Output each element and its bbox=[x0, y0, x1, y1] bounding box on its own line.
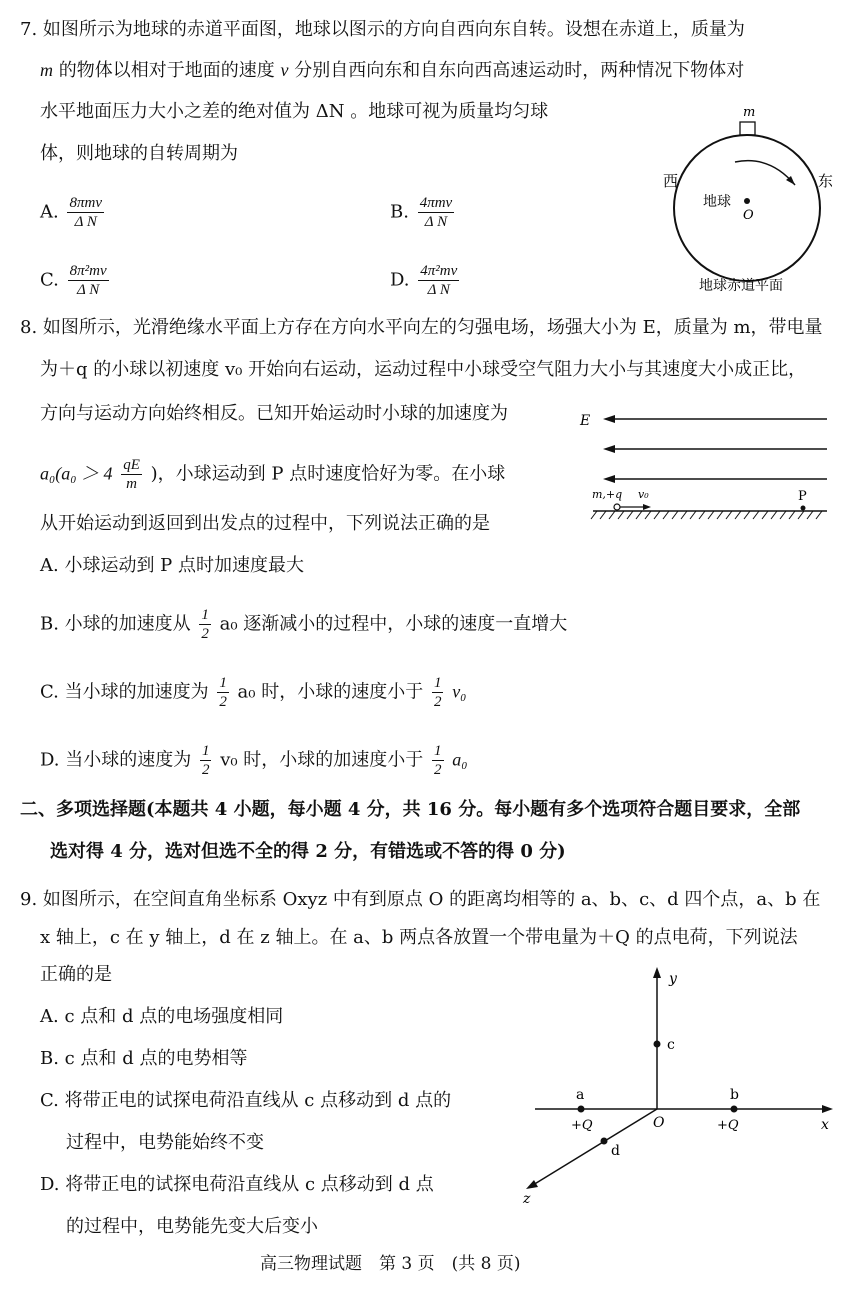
figure-ball-label: m,+q bbox=[592, 488, 623, 501]
q8-option-c[interactable] bbox=[40, 674, 466, 711]
q7-stem-line2-b: 分别自西向东和自东向西高速运动时，两种情况下物体对 bbox=[294, 60, 745, 81]
q8-option-b-half-num: 1 bbox=[201, 607, 209, 623]
point-a-label: a bbox=[576, 1087, 585, 1103]
q7-option-b-denominator: Δ N bbox=[424, 214, 448, 230]
point-b-label: b bbox=[730, 1087, 739, 1103]
mass-block bbox=[740, 122, 755, 135]
q7-velocity-symbol: v bbox=[280, 60, 289, 80]
page-footer: 高三物理试题 第 3 页 (共 8 页) bbox=[260, 1254, 521, 1274]
point-a bbox=[578, 1106, 585, 1113]
z-axis-arrowhead bbox=[526, 1180, 538, 1189]
q7-stem-line2-a: 的物体以相对于地面的速度 bbox=[58, 60, 275, 81]
q7-option-d-denominator: Δ N bbox=[427, 282, 450, 298]
q9-option-c-line1[interactable]: C. 将带正电的试探电荷沿直线从 c 点移动到 d 点的 bbox=[40, 1090, 452, 1111]
ground-hatching bbox=[591, 511, 822, 519]
point-c-label: c bbox=[667, 1037, 675, 1053]
field-arrowhead-3 bbox=[603, 475, 615, 483]
q9-option-b[interactable]: B. c 点和 d 点的电势相等 bbox=[40, 1048, 248, 1069]
point-b bbox=[731, 1106, 738, 1113]
earth-center-dot bbox=[744, 198, 750, 204]
y-axis-arrowhead bbox=[653, 967, 661, 978]
origin-label: O bbox=[653, 1115, 665, 1131]
q9-option-c-line2[interactable]: 过程中，电势能始终不变 bbox=[66, 1132, 264, 1153]
q9-stem-line3: 正确的是 bbox=[40, 964, 112, 985]
z-axis-label: z bbox=[523, 1191, 531, 1207]
point-d-label: d bbox=[611, 1143, 620, 1159]
q7-option-a[interactable] bbox=[40, 194, 107, 231]
section2-header-line1: 二、多项选择题(本题共 4 小题，每小题 4 分，共 16 分。每小题有多个选项符合题目要求，全部 bbox=[20, 799, 801, 820]
earth-equator-figure bbox=[655, 100, 850, 300]
q8-option-c-half-num: 1 bbox=[219, 675, 227, 691]
q7-mass-symbol: m bbox=[40, 60, 53, 80]
figure-east-label: 东 bbox=[818, 172, 834, 190]
q7-option-b-label: B. bbox=[390, 201, 409, 223]
q9-stem-line1: 9. 如图所示，在空间直角坐标系 Oxyz 中有到原点 O 的距离均相等的 a、b、c、d 四个点，a、b 在 bbox=[20, 889, 821, 910]
point-d bbox=[601, 1138, 608, 1145]
q7-stem-line2 bbox=[40, 58, 744, 83]
q7-option-b[interactable] bbox=[390, 194, 457, 231]
q8-option-b-text1: B. 小球的加速度从 bbox=[40, 613, 191, 635]
x-axis-label: x bbox=[821, 1117, 829, 1133]
electric-field-figure bbox=[575, 405, 835, 525]
y-axis-label: y bbox=[669, 971, 677, 987]
figure-mass-label: m bbox=[743, 105, 756, 120]
q8-option-b-half-den: 2 bbox=[201, 626, 209, 642]
q9-option-d-line1[interactable]: D. 将带正电的试探电荷沿直线从 c 点移动到 d 点 bbox=[40, 1174, 434, 1195]
q8-option-d-half-num: 1 bbox=[201, 743, 210, 759]
q8-qe-numerator: qE bbox=[123, 457, 140, 473]
point-c bbox=[654, 1041, 661, 1048]
q8-stem-line1: 8. 如图所示，光滑绝缘水平面上方存在方向水平向左的匀强电场，场强大小为 E，质量为 m，带电量 bbox=[20, 317, 823, 338]
q7-option-c-denominator: Δ N bbox=[76, 282, 100, 298]
figure-center-label: O bbox=[743, 208, 754, 223]
field-arrowhead-2 bbox=[603, 445, 615, 453]
q7-stem-line1: 7. 如图所示为地球的赤道平面图，地球以图示的方向自西向东自转。设想在赤道上，质量为 bbox=[20, 19, 745, 40]
figure-v0-label: v₀ bbox=[638, 488, 649, 501]
q8-stem-line2: 为＋q 的小球以初速度 v₀ 开始向右运动，运动过程中小球受空气阻力大小与其速度大小成正比， bbox=[40, 359, 807, 380]
q8-option-d-text3: a₀ bbox=[452, 749, 468, 770]
q8-option-c-text3: v₀ bbox=[452, 681, 467, 702]
figure-caption: 地球赤道平面 bbox=[699, 278, 783, 294]
figure-field-label: E bbox=[580, 413, 591, 429]
q8-option-d[interactable] bbox=[40, 742, 468, 779]
q7-option-a-label: A. bbox=[40, 201, 59, 223]
q7-stem-line3: 水平地面压力大小之差的绝对值为 ΔN 。地球可视为质量均匀球 bbox=[40, 101, 549, 122]
q8-option-c-half2-num: 1 bbox=[433, 675, 442, 691]
q8-stem-line4-a: a₀(a₀ ＞ 4 bbox=[40, 463, 113, 484]
figure-earth-label: 地球 bbox=[703, 194, 731, 210]
q9-stem-line2: x 轴上，c 在 y 轴上，d 在 z 轴上。在 a、b 两点各放置一个带电量为＋Q 的点电荷，下列说法 bbox=[40, 927, 798, 948]
q8-option-c-half2-den: 2 bbox=[433, 694, 442, 710]
q8-stem-line4 bbox=[40, 456, 505, 493]
q8-qe-denominator: m bbox=[126, 476, 137, 492]
q8-option-d-half-den: 2 bbox=[201, 762, 210, 778]
q7-option-c-numerator: 8π²mv bbox=[69, 263, 107, 279]
q7-option-b-numerator: 4πmv bbox=[419, 195, 453, 211]
point-p bbox=[801, 506, 806, 511]
q7-stem-line4: 体，则地球的自转周期为 bbox=[40, 143, 238, 164]
point-a-charge: +Q bbox=[571, 1118, 593, 1133]
q8-stem-line4-b: )，小球运动到 P 点时速度恰好为零。在小球 bbox=[150, 463, 506, 485]
point-b-charge: +Q bbox=[717, 1118, 739, 1133]
q9-option-d-line2[interactable]: 的过程中，电势能先变大后变小 bbox=[66, 1216, 318, 1237]
q8-stem-line5: 从开始运动到返回到出发点的过程中，下列说法正确的是 bbox=[40, 513, 490, 534]
q8-option-d-half2-num: 1 bbox=[434, 743, 442, 759]
figure-p-label: P bbox=[798, 489, 807, 504]
q8-option-d-text2: v₀ 时，小球的加速度小于 bbox=[220, 749, 424, 771]
field-arrowhead-1 bbox=[603, 415, 615, 423]
x-axis-arrowhead bbox=[822, 1105, 833, 1113]
q8-option-c-text1: C. 当小球的加速度为 bbox=[40, 681, 209, 703]
ball bbox=[614, 504, 620, 510]
q7-option-c[interactable] bbox=[40, 262, 112, 299]
q7-option-d-numerator: 4π²mv bbox=[420, 263, 458, 279]
coordinate-system-figure bbox=[515, 965, 840, 1210]
z-axis bbox=[533, 1109, 657, 1185]
q8-option-c-text2: a₀ 时，小球的速度小于 bbox=[237, 681, 424, 703]
q7-option-a-numerator: 8πmv bbox=[69, 195, 102, 211]
q9-option-a[interactable]: A. c 点和 d 点的电场强度相同 bbox=[40, 1006, 284, 1027]
q8-option-a[interactable]: A. 小球运动到 P 点时加速度最大 bbox=[40, 555, 304, 576]
section2-header-line2: 选对得 4 分，选对但选不全的得 2 分，有错选或不答的得 0 分) bbox=[50, 841, 566, 862]
q7-option-d-label: D. bbox=[390, 269, 410, 291]
q8-option-c-half-den: 2 bbox=[219, 694, 227, 710]
q8-option-b[interactable] bbox=[40, 606, 567, 643]
q8-option-d-text1: D. 当小球的速度为 bbox=[40, 749, 192, 771]
q7-option-d[interactable] bbox=[390, 262, 462, 299]
q8-option-b-text2: a₀ 逐渐减小的过程中，小球的速度一直增大 bbox=[219, 613, 568, 635]
q7-option-c-label: C. bbox=[40, 269, 59, 291]
q8-option-d-half2-den: 2 bbox=[434, 762, 442, 778]
q7-option-a-denominator: Δ N bbox=[74, 214, 97, 230]
figure-west-label: 西 bbox=[663, 172, 679, 190]
q8-stem-line3: 方向与运动方向始终相反。已知开始运动时小球的加速度为 bbox=[40, 403, 508, 424]
velocity-arrowhead bbox=[643, 504, 651, 510]
rotation-arrow bbox=[735, 161, 795, 185]
